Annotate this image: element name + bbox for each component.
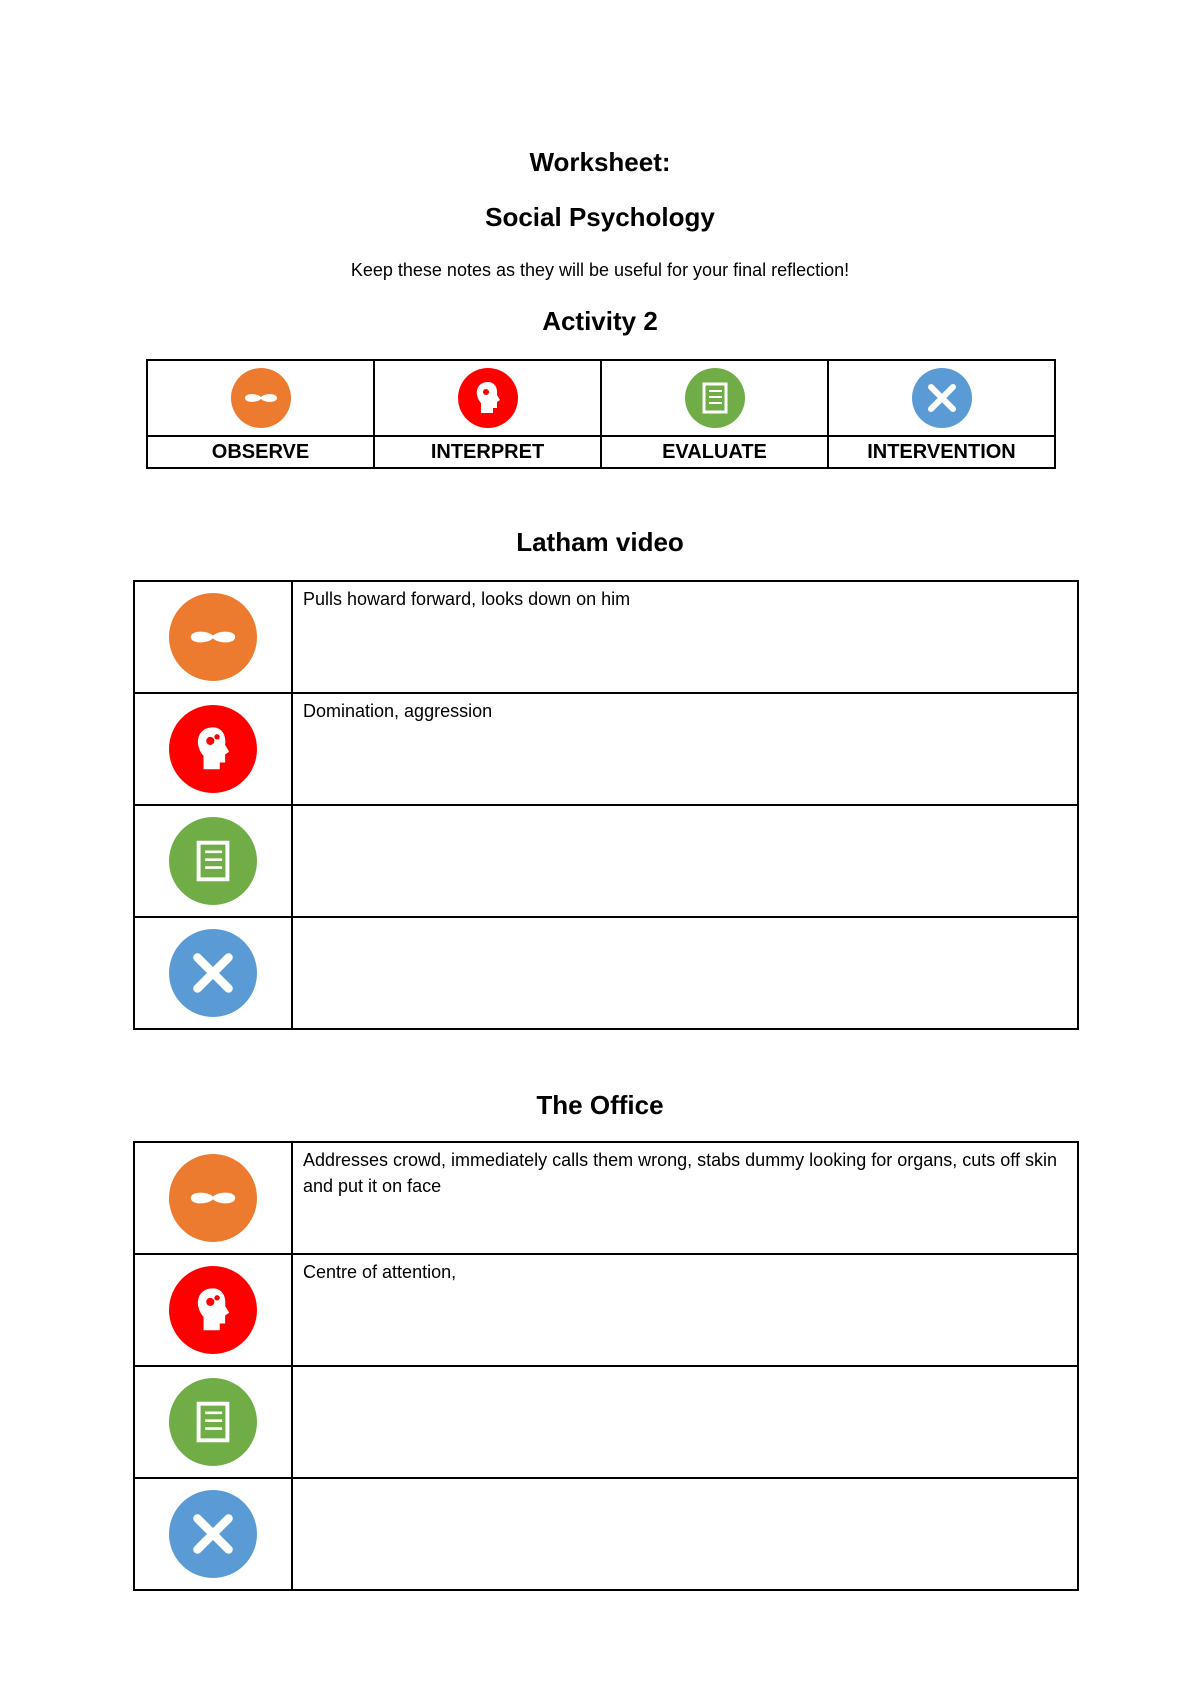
table-row bbox=[135, 1365, 1077, 1477]
observe-notes[interactable]: Addresses crowd, immediately calls them wrong, stabs dummy looking for organs, cuts off skin and put it on face bbox=[303, 1150, 1057, 1196]
intervention-notes[interactable] bbox=[293, 1479, 1077, 1589]
section-title-latham: Latham video bbox=[516, 527, 684, 557]
mask-icon bbox=[169, 593, 257, 681]
table-row bbox=[135, 582, 1077, 692]
activity-heading: Activity 2 bbox=[542, 306, 658, 336]
head-gears-icon bbox=[169, 1266, 257, 1354]
checklist-icon bbox=[169, 817, 257, 905]
interpret-notes[interactable]: Domination, aggression bbox=[303, 701, 493, 721]
legend-label: OBSERVE bbox=[211, 440, 310, 463]
tools-icon bbox=[912, 368, 972, 428]
page-title: Worksheet: bbox=[529, 147, 671, 177]
page-subtitle: Social Psychology bbox=[485, 202, 715, 232]
mask-icon bbox=[169, 1154, 257, 1242]
legend-label: INTERVENTION bbox=[867, 440, 1016, 463]
tools-icon bbox=[169, 1490, 257, 1578]
legend-intervention bbox=[827, 361, 1054, 467]
checklist-icon bbox=[685, 368, 745, 428]
evaluate-notes[interactable] bbox=[293, 1367, 1077, 1477]
interpret-notes[interactable]: Centre of attention, bbox=[303, 1262, 457, 1282]
intervention-notes[interactable] bbox=[293, 918, 1077, 1028]
table-row bbox=[135, 1253, 1077, 1365]
head-gears-icon bbox=[169, 705, 257, 793]
legend-label: INTERPRET bbox=[430, 440, 545, 463]
checklist-icon bbox=[169, 1378, 257, 1466]
legend-table bbox=[146, 359, 1056, 469]
table-row bbox=[135, 692, 1077, 804]
table-row bbox=[135, 1143, 1077, 1253]
mask-icon bbox=[231, 368, 291, 428]
legend-evaluate bbox=[600, 361, 827, 467]
head-gears-icon bbox=[458, 368, 518, 428]
instruction-note: Keep these notes as they will be useful for your final reflection! bbox=[350, 260, 850, 280]
evaluate-notes[interactable] bbox=[293, 806, 1077, 916]
table-row bbox=[135, 1477, 1077, 1589]
table-row bbox=[135, 916, 1077, 1028]
table-row bbox=[135, 804, 1077, 916]
office-table bbox=[133, 1141, 1079, 1591]
section-title-office: The Office bbox=[536, 1090, 664, 1120]
legend-observe bbox=[148, 361, 373, 467]
observe-notes[interactable]: Pulls howard forward, looks down on him bbox=[303, 589, 631, 609]
latham-table bbox=[133, 580, 1079, 1030]
legend-interpret bbox=[373, 361, 600, 467]
tools-icon bbox=[169, 929, 257, 1017]
legend-label: EVALUATE bbox=[662, 440, 767, 463]
